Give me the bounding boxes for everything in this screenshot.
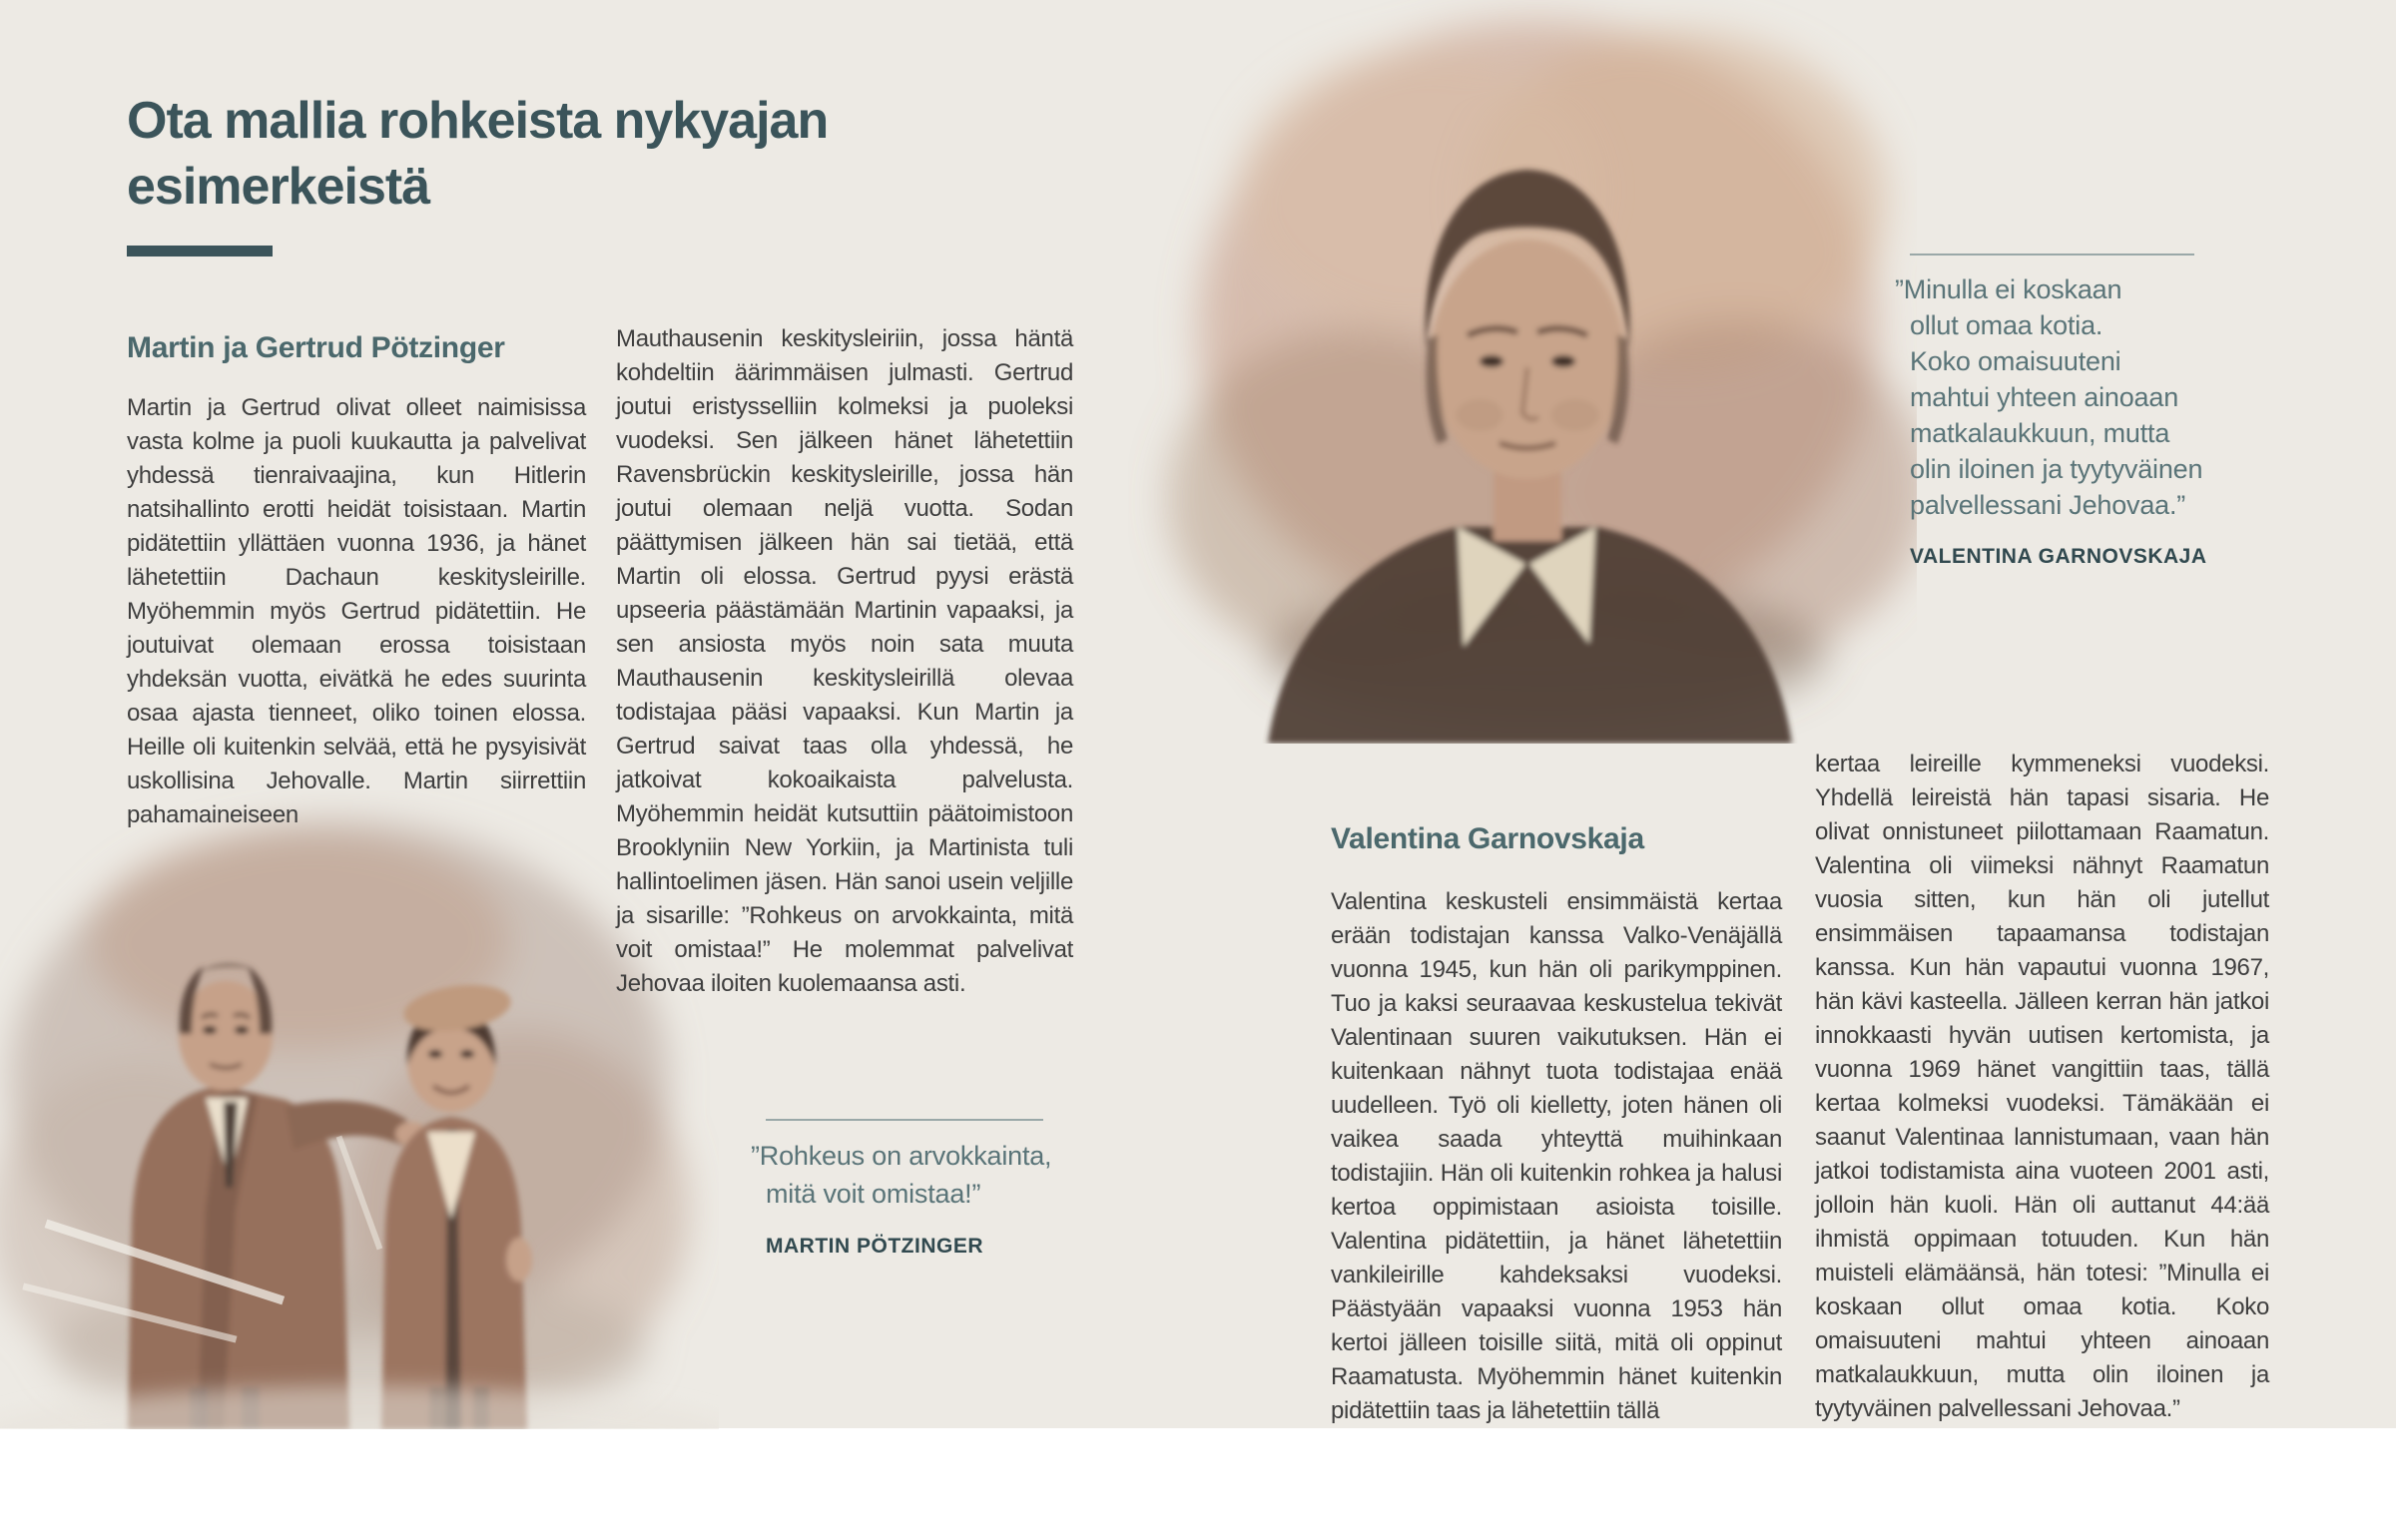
martin-gertrud-illustration [0, 790, 719, 1429]
pullquote-martin [751, 1119, 1060, 1259]
section-heading-valentina: Valentina Garnovskaja [1331, 822, 1644, 855]
section-valentina-column-1 [1331, 820, 1782, 1428]
valentina-portrait-illustration [1128, 0, 1917, 744]
body-text: Valentina keskusteli ensimmäistä kertaa erään todistajan kanssa Valko-Venäjällä vuonna 1945, kun hän oli parikymppinen. Tuo ja kaksi seuraavaa keskustelua tekivät Valentinaan suuren vaikutuksen. Hän ei kuitenkaan nähnyt tuota todistajaa enää uudelleen. Työ oli kielletty, joten hänen oli vaikea saada yhteyttä muihinkaan todistajiin. Hän oli kuitenkin rohkea ja halusi kertoa oppimistaan asioista toisille. Valentina pidätettiin, ja hänet lähetettiin vankileirille kahdeksaksi vuodeksi. Päästyään vapaaksi vuonna 1953 hän kertoi jälleen toisille siitä, mitä oli oppinut Raamatusta. Myöhemmin hänet kuitenkin pidätettiin taas ja lähetettiin tällä [1331, 888, 1782, 1424]
pullquote-rule [1910, 254, 2194, 256]
pullquote-attribution: MARTIN PÖTZINGER [766, 1235, 983, 1258]
pullquote-line: ”Rohkeus on arvokkainta, [751, 1141, 1052, 1171]
body-text: Martin ja Gertrud olivat olleet naimisissa vasta kolme ja puoli kuukautta ja palvelivat yhdessä tienraivaajina, kun Hitlerin natsihallinto erotti heidät toisistaan. Martin pidätettiin yllättäen vuonna 1936, ja hänet lähetettiin Dachaun keskitysleirille. Myöhemmin myös Gertrud pidätettiin. He joutuivat olemaan erossa toisistaan yhdeksän vuotta, eivätkä he edes suurinta osaa ajasta tienneet, oliko toinen elossa. Heille oli kuitenkin selvää, että he pysyisivät uskollisina Jehovalle. Martin siirrettiin pahamaineiseen [127, 394, 586, 828]
body-text: Mauthausenin keskitysleiriin, jossa häntä kohdeltiin äärimmäisen julmasti. Gertrud joutui eristysselliin kolmeksi ja puoleksi vuodeksi. Sen jälkeen hänet lähetettiin Ravensbrückin keskitysleirille, jossa hän joutui olemaan neljä vuotta. Sodan päättymisen jälkeen hän sai tietää, että Martin oli elossa. Gertrud pyysi erästä upseeria päästämään Martinin vapaaksi, ja sen ansiosta myös noin sata muuta Mauthausenin keskitysleirillä olevaa todistajaa pääsi vapaaksi. Kun Martin ja Gertrud saivat taas olla yhdessä, he jatkoivat kokoaikaista palvelusta. Myöhemmin heidät kutsuttiin päätoimistoon Brooklyniin New Yorkiin, ja Martinista tuli hallintoelimen jäsen. Hän sanoi usein veljille ja sisarille: ”Rohkeus on arvokkainta, mitä voit omistaa!” He molemmat palvelivat Jehovaa iloiten kuolemaansa asti. [616, 325, 1073, 997]
pullquote-line: Koko omaisuuteni [1910, 346, 2121, 376]
pullquote-valentina [1895, 254, 2219, 569]
pullquote-line: olin iloinen ja tyytyväinen [1910, 454, 2203, 484]
article-title-block [127, 88, 1025, 257]
article-title-line2: esimerkeistä [127, 158, 430, 216]
section-valentina-column-2 [1815, 748, 2269, 1426]
pullquote-rule [766, 1119, 1043, 1121]
pullquote-line: mahtui yhteen ainoaan [1910, 382, 2179, 412]
pullquote-line: ”Minulla ei koskaan [1895, 274, 2122, 304]
body-text: kertaa leireille kymmeneksi vuodeksi. Yhdellä leireistä hän tapasi sisaria. He olivat onnistuneet piilottamaan Raamatun. Valentina oli viimeksi nähnyt Raamatun vuosia sitten, kun hän oli jutellut ensimmäisen tapaamansa todistajan kanssa. Kun hän vapautui vuonna 1967, hän kävi kasteella. Jälleen kerran hän jatkoi innokkaasti hyvän uutisen kertomista, ja vuonna 1969 hänet vangittiin taas, tällä kertaa kolmeksi vuodeksi. Tämäkään ei saanut Valentinaa lannistumaan, vaan hän jatkoi todistamista aina vuoteen 2001 asti, jolloin hän kuoli. Hän oli auttanut 44:ää ihmistä oppimaan totuuden. Kun hän muisteli elämäänsä, hän totesi: ”Minulla ei koskaan ollut omaa kotia. Koko omaisuuteni mahtui yhteen ainoaan matkalaukkuun, mutta olin iloinen ja tyytyväinen palvellessani Jehovaa.” [1815, 751, 2269, 1422]
pullquote-line: matkalaukkuun, mutta [1910, 418, 2170, 448]
pullquote-line: palvellessani Jehovaa.” [1910, 490, 2186, 520]
section-martin-column-2 [616, 322, 1073, 1001]
article-title-line1: Ota mallia rohkeista nykyajan [127, 92, 829, 150]
section-heading-martin: Martin ja Gertrud Pötzinger [127, 331, 505, 364]
section-martin-column-1 [127, 329, 586, 832]
pullquote-line: ollut omaa kotia. [1910, 310, 2103, 340]
pullquote-line: mitä voit omistaa!” [766, 1179, 981, 1209]
title-underline-bar [127, 246, 273, 257]
pullquote-attribution: VALENTINA GARNOVSKAJA [1910, 545, 2207, 568]
